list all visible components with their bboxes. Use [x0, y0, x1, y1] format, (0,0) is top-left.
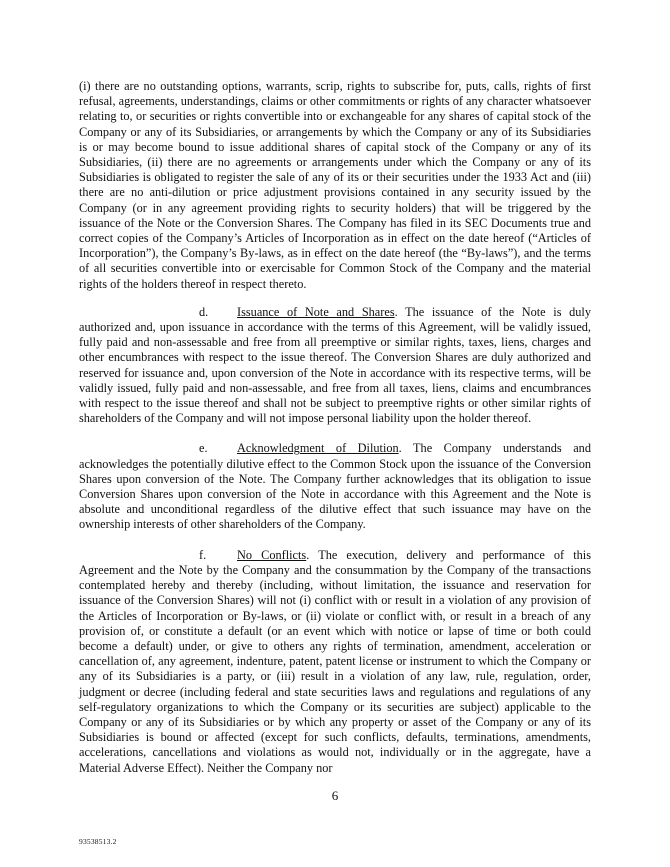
document-body	[79, 79, 591, 791]
section-d-paragraph	[79, 305, 591, 427]
continuation-paragraph	[79, 79, 591, 292]
document-id: 93538513.2	[79, 837, 117, 846]
section-f-number: f.	[199, 547, 207, 562]
continuation-text: (i) there are no outstanding options, warrants, scrip, rights to subscribe for, puts, calls, rights of first refusal, agreements, understandings, claims or other commitments or rights of any character whatsoever relating to, or securities or rights convertible into or exchangeable for any shares of capital stock of the Company or any of its Subsidiaries, or arrangements by which the Company or any of its Subsidiaries is or may become bound to issue additional shares of capital stock of the Company or any of its Subsidiaries, (ii) there are no agreements or arrangements under which the Company or any of its Subsidiaries is obligated to register the sale of any of its or their securities under the 1933 Act and (iii) there are no anti-dilution or price adjustment provisions contained in any security issued by the Company (or in any agreement providing rights to security holders) that will be triggered by the issuance of the Note or the Conversion Shares. The Company has filed in its SEC Documents true and correct copies of the Company’s Articles of Incorporation as in effect on the date hereof (“Articles of Incorporation”), the Company’s By-laws, as in effect on the date hereof (the “By-laws”), and the terms of all securities convertible into or exercisable for Common Stock of the Company and the material rights of the holders thereof in respect thereto.	[79, 79, 591, 291]
section-d-text: . The issuance of the Note is duly authorized and, upon issuance in accordance with the terms of this Agreement, will be validly issued, fully paid and non-assessable and free from all preemptive or similar rights, taxes, liens, charges and other encumbrances with respect to the issue thereof. The Conversion Shares are duly authorized and reserved for issuance and, upon conversion of the Note in accordance with its respective terms, will be validly issued, fully paid and non-assessable, and free from all taxes, liens, claims and encumbrances with respect to the issue thereof and shall not be subject to preemptive rights or other similar rights of shareholders of the Company and will not impose personal liability upon the holder thereof.	[79, 304, 591, 426]
section-f-text: . The execution, delivery and performance of this Agreement and the Note by the Company and the consummation by the Company of the transactions contemplated hereby and thereby (including, without limitation, the issuance and reservation for issuance of the Conversion Shares) will not (i) conflict with or result in a violation of any provision of the Articles of Incorporation or By-laws, or (ii) violate or conflict with, or result in a breach of any provision of, or constitute a default (or an event which with notice or lapse of time or both could become a default) under, or give to others any rights of termination, amendment, acceleration or cancellation of, any agreement, indenture, patent, patent license or instrument to which the Company or any of its Subsidiaries is a party, or (iii) result in a violation of any law, rule, regulation, order, judgment or decree (including federal and state securities laws and regulations and regulations of any self-regulatory organizations to which the Company or its securities are subject) applicable to the Company or any of its Subsidiaries or by which any property or asset of the Company or any of its Subsidiaries is bound or affected (except for such conflicts, defaults, terminations, amendments, accelerations, cancellations and violations as would not, individually or in the aggregate, have a Material Adverse Effect). Neither the Company nor	[79, 547, 591, 775]
section-f-heading: No Conflicts	[237, 547, 307, 562]
section-f-paragraph	[79, 548, 591, 776]
section-d-number: d.	[199, 304, 209, 319]
section-e-heading: Acknowledgment of Dilution	[237, 441, 399, 456]
page-number: 6	[331, 788, 339, 803]
section-e-text: . The Company understands and acknowledges the potentially dilutive effect to the Common Stock upon the issuance of the Conversion Shares upon conversion of the Note. The Company further acknowledges that its obligation to issue Conversion Shares upon conversion of the Note in accordance with this Agreement and the Note is absolute and unconditional regardless of the dilutive effect that such issuance may have on the ownership interests of other shareholders of the Company.	[79, 441, 591, 532]
section-d-heading: Issuance of Note and Shares	[237, 304, 395, 319]
section-e-number: e.	[199, 441, 208, 456]
section-e-paragraph	[79, 441, 591, 532]
